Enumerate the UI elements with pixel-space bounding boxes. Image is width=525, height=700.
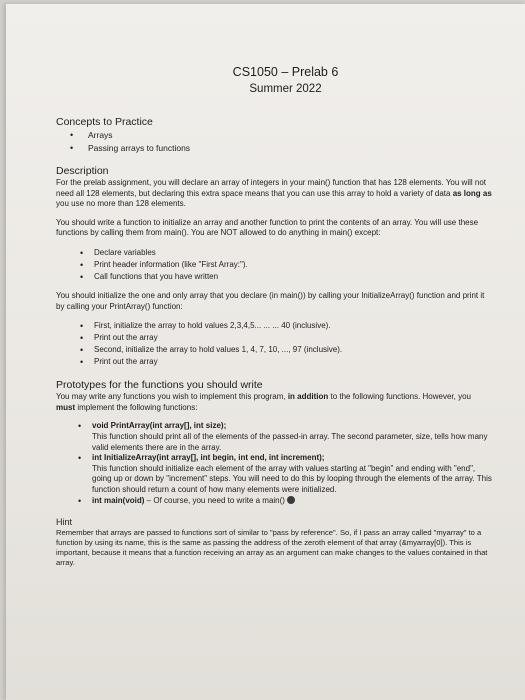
steps-list bbox=[56, 320, 492, 368]
document-title: CS1050 – Prelab 6 bbox=[232, 65, 339, 79]
smiley-icon bbox=[287, 496, 295, 504]
allowed-item: • Call functions that you have written bbox=[56, 271, 492, 283]
prototypes-title: Prototypes for the functions you should write bbox=[56, 379, 263, 392]
prototype-list bbox=[56, 421, 492, 506]
prototypes-intro: You may write any functions you wish to implement this program, in addition to the following functions. However, you must implement the following functions: bbox=[56, 392, 471, 412]
concepts-title: Concepts to Practice bbox=[56, 116, 153, 128]
prototype-signature: int main(void) bbox=[92, 495, 145, 505]
prototype-item bbox=[56, 421, 492, 453]
step-item: • Second, initialize the array to hold values 1, 4, 7, 10, ..., 97 (inclusive). bbox=[56, 344, 492, 356]
step-item: • Print out the array bbox=[56, 356, 492, 368]
allowed-item: • Print header information (like "First Array:"). bbox=[56, 259, 492, 271]
document-term: Summer 2022 bbox=[249, 83, 322, 95]
description-paragraph-2: You should write a function to initialize an array and another function to print the contents of an array. You will use these functions by calling them from main(). You are NOT allowed to do anything in main() except: bbox=[56, 217, 479, 238]
step-item: • Print out the array bbox=[56, 332, 492, 344]
step-item: • First, initialize the array to hold values 2,3,4,5... ... ... 40 (inclusive). bbox=[56, 320, 492, 332]
concepts-list bbox=[56, 129, 492, 154]
description-title: Description bbox=[56, 165, 109, 177]
main-allowed-list bbox=[56, 247, 492, 283]
document-page bbox=[6, 4, 525, 700]
prototype-description: This function should initialize each element of the array with values starting at "begin" and ending with "end", going up or down by "increment" steps. You will need to do this by looping through the elements of the array. This function should return a count of how many elements were initialized. bbox=[92, 463, 492, 494]
description-paragraph-3: You should initialize the one and only array that you declare (in main()) by calling your InitializeArray() function and print it by calling your PrintArray() function: bbox=[56, 290, 485, 311]
prototype-signature: int InitializeArray(int array[], int begin, int end, int increment); bbox=[92, 453, 325, 463]
document-body bbox=[56, 116, 492, 568]
prototype-description: – Of course, you need to write a main() bbox=[144, 495, 285, 505]
hint-text: Remember that arrays are passed to functions sort of similar to "pass by reference". So, if I pass an array called "myarray" to a function by using its name, this is the same as passing the address of the zeroth element of that array (&myarray[0]). This is important, because it means that a function receiving an array as an argument can make changes to the values contained in that array. bbox=[56, 528, 488, 568]
document-header bbox=[6, 64, 525, 97]
prototype-item bbox=[56, 453, 492, 495]
prototype-signature: void PrintArray(int array[], int size); bbox=[92, 421, 227, 431]
allowed-item: • Declare variables bbox=[56, 247, 492, 259]
hint-title: Hint bbox=[56, 517, 73, 528]
prototype-description: This function should print all of the elements of the passed-in array. The second parameter, size, tells how many valid elements there are in the array. bbox=[92, 431, 488, 452]
prototype-item bbox=[56, 496, 492, 507]
concept-item: • Arrays bbox=[56, 129, 492, 142]
description-paragraph-1: For the prelab assignment, you will declare an array of integers in your main() function that has 128 elements. You will not need all 128 elements, but declaring this extra space means that you can use this array to hold a variety of data as long as you use no more than 128 elements. bbox=[56, 178, 492, 209]
concept-item: • Passing arrays to functions bbox=[56, 142, 492, 155]
